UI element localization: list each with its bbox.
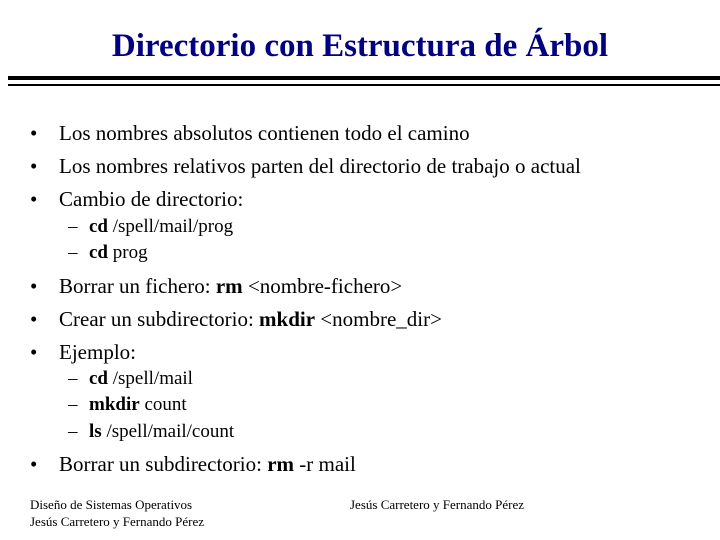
command-argument: prog xyxy=(108,242,148,263)
bullet-marker: • xyxy=(30,274,38,298)
bullet-text: Cambio de directorio: xyxy=(59,187,244,211)
command-argument: <nombre_dir> xyxy=(315,307,442,331)
command-argument: -r mail xyxy=(294,452,356,476)
bullet-text: Los nombres absolutos contienen todo el camino xyxy=(59,121,470,145)
command-name: cd xyxy=(89,368,108,389)
bullet-text: Borrar un fichero: xyxy=(59,274,216,298)
bullet-text: Los nombres relativos parten del directorio de trabajo o actual xyxy=(59,154,581,178)
slide-title: Directorio con Estructura de Árbol xyxy=(111,28,609,64)
footer-course: Diseño de Sistemas Operativos xyxy=(30,497,193,512)
dash-marker: – xyxy=(68,368,78,389)
bullet-text: Borrar un subdirectorio: xyxy=(59,452,268,476)
command-name: rm xyxy=(215,274,243,298)
command-argument: /spell/mail xyxy=(108,368,193,389)
bullet-marker: • xyxy=(30,340,38,364)
command-argument: count xyxy=(139,394,187,415)
bullet-text: Ejemplo: xyxy=(59,340,136,364)
bullet-marker: • xyxy=(30,187,38,211)
command-name: ls xyxy=(89,421,102,442)
footer-authors-right: Jesús Carretero y Fernando Pérez xyxy=(350,497,524,512)
command-argument: <nombre-fichero> xyxy=(242,274,403,298)
title-rule-thick xyxy=(8,76,720,80)
command-name: mkdir xyxy=(259,307,316,331)
bullet-marker: • xyxy=(30,452,38,476)
dash-marker: – xyxy=(68,242,78,263)
footer-authors-left: Jesús Carretero y Fernando Pérez xyxy=(30,514,204,529)
command-name: rm xyxy=(267,452,295,476)
bullet-marker: • xyxy=(30,307,38,331)
bullet-text: Crear un subdirectorio: xyxy=(59,307,260,331)
bullet-marker: • xyxy=(30,121,38,145)
command-name: cd xyxy=(89,242,108,263)
command-argument: /spell/mail/count xyxy=(101,421,235,442)
dash-marker: – xyxy=(68,216,78,237)
command-argument: /spell/mail/prog xyxy=(108,216,234,237)
title-rule-thin xyxy=(8,84,720,86)
dash-marker: – xyxy=(68,421,78,442)
command-name: cd xyxy=(89,216,108,237)
command-name: mkdir xyxy=(89,394,140,415)
dash-marker: – xyxy=(68,394,78,415)
bullet-marker: • xyxy=(30,154,38,178)
